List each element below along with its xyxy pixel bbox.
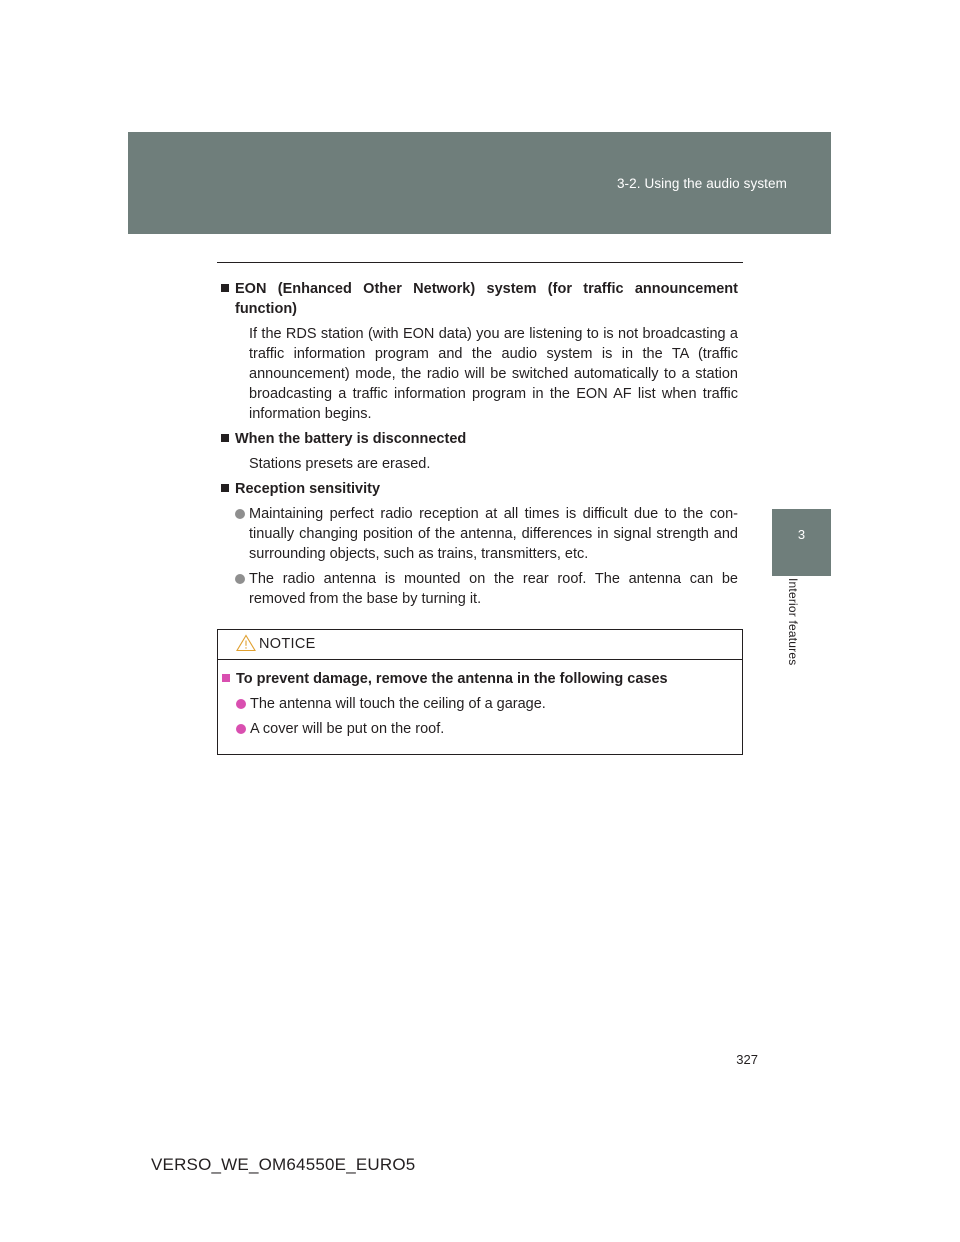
- square-bullet-icon: [222, 674, 230, 682]
- chapter-number: 3: [797, 527, 806, 542]
- circle-bullet-icon: [236, 724, 246, 734]
- heading-text: When the battery is disconnected: [235, 431, 467, 447]
- section-body: Stations presets are erased.: [249, 456, 431, 472]
- list-item-text: A cover will be put on the roof.: [250, 721, 445, 737]
- section-heading: [220, 429, 738, 449]
- header-band: [128, 132, 831, 234]
- list-item-text: The antenna will touch the ceiling of a garage.: [250, 696, 546, 712]
- circle-bullet-icon: [235, 574, 245, 584]
- section-heading: [220, 279, 738, 319]
- list-item: [220, 569, 738, 609]
- square-bullet-icon: [221, 434, 229, 442]
- list-item: [220, 504, 738, 564]
- square-bullet-icon: [221, 484, 229, 492]
- list-item: [222, 694, 734, 714]
- notice-box: [217, 629, 743, 755]
- notice-heading-text: To prevent damage, remove the antenna in the following cases: [236, 671, 668, 687]
- chapter-label: Interior features: [786, 578, 800, 666]
- circle-bullet-icon: [236, 699, 246, 709]
- section-title: 3-2. Using the audio system: [616, 176, 787, 191]
- section-heading: [220, 479, 738, 499]
- list-item-text: Maintaining perfect radio reception at all times is difficult due to the con-tinually changing position of the antenna, differences in signal strength and surrounding objects, such as trains, transmitters, etc.: [249, 506, 738, 562]
- heading-text: EON (Enhanced Other Network) system (for traffic announcement function): [235, 281, 738, 317]
- warning-triangle-icon: [236, 634, 256, 652]
- notice-body: [222, 669, 734, 744]
- notice-title: NOTICE: [259, 636, 316, 652]
- section-body: If the RDS station (with EON data) you are listening to is not broadcasting a traffic information program and the audio system is in the TA (traffic announcement) mode, the radio will be switched automatically to a station broadcasting a traffic information program in the EON AF list when traffic information begins.: [249, 326, 738, 422]
- list-item-text: The radio antenna is mounted on the rear roof. The antenna can be removed from the base by turning it.: [249, 571, 738, 607]
- list-item: [222, 719, 734, 739]
- main-content: [220, 279, 738, 614]
- circle-bullet-icon: [235, 509, 245, 519]
- footer-code: VERSO_WE_OM64550E_EURO5: [151, 1155, 416, 1174]
- page-number: 327: [736, 1052, 758, 1067]
- square-bullet-icon: [221, 284, 229, 292]
- heading-text: Reception sensitivity: [235, 481, 381, 497]
- notice-heading: [222, 669, 734, 689]
- top-divider: [217, 262, 743, 263]
- notice-header: [218, 630, 742, 660]
- chapter-tab: [772, 509, 831, 576]
